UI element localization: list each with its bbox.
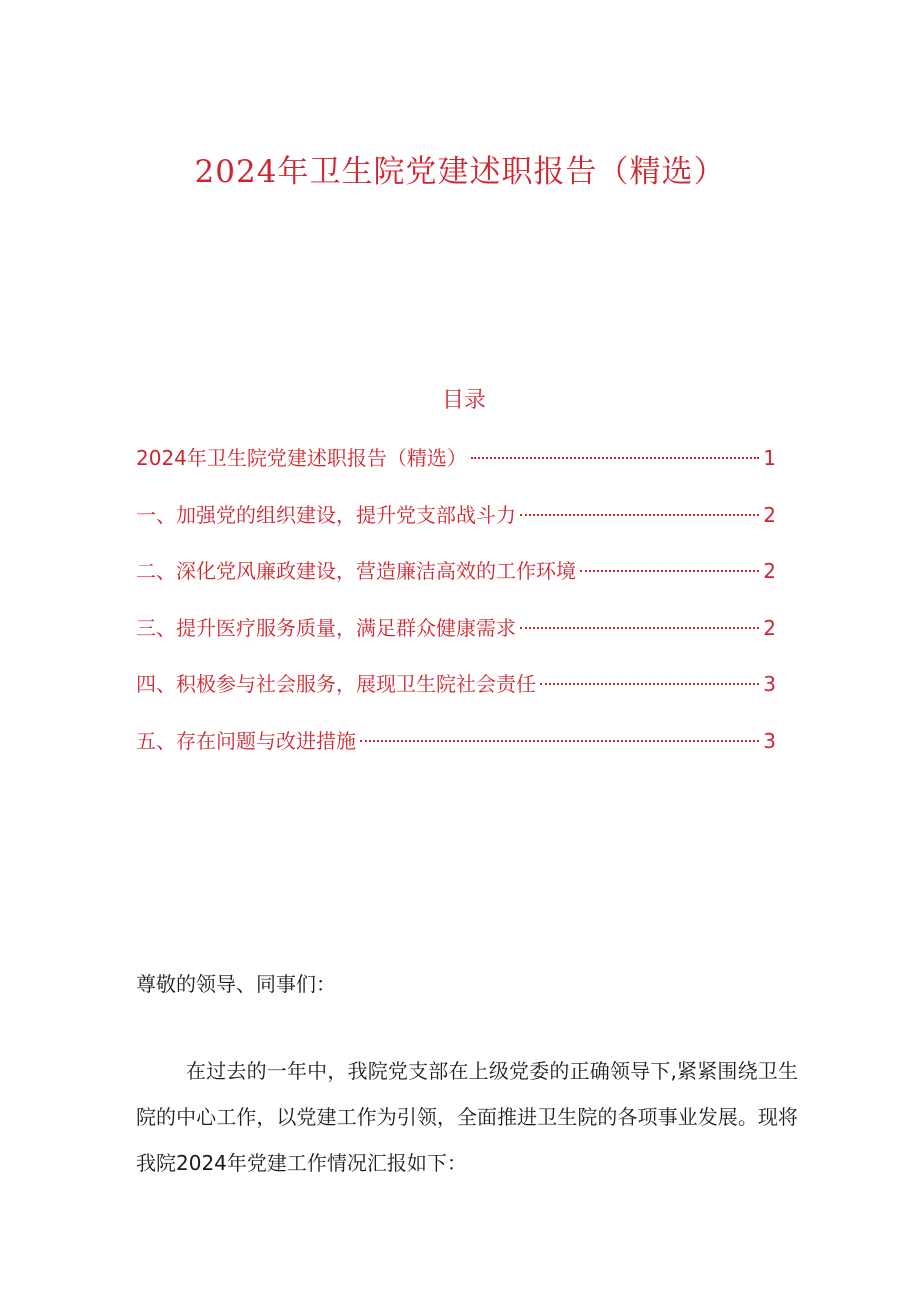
toc-entry-section-2[interactable] <box>136 553 776 610</box>
toc-dot-leader <box>360 740 759 742</box>
toc-page-number: 2 <box>763 615 776 640</box>
toc-entry-label: 三、提升医疗服务质量，满足群众健康需求 <box>136 615 516 640</box>
toc-entry-section-4[interactable] <box>136 666 776 723</box>
toc-dot-leader <box>580 570 759 572</box>
greeting-line: 尊敬的领导、同事们： <box>136 972 336 996</box>
toc-dot-leader <box>520 627 759 629</box>
toc-entry-section-5[interactable] <box>136 723 776 780</box>
toc-page-number: 2 <box>763 559 776 584</box>
toc-dot-leader <box>471 457 759 459</box>
body-paragraph: 在过去的一年中，我院党支部在上级党委的正确领导下,紧紧围绕卫生院的中心工作，以党建工作为引领，全面推进卫生院的各项事业发展。现将我院2024年党建工作情况汇报如下： <box>136 1059 798 1175</box>
toc-page-number: 3 <box>763 728 776 753</box>
toc-dot-leader <box>520 514 759 516</box>
toc-entry-label: 二、深化党风廉政建设，营造廉洁高效的工作环境 <box>136 559 576 584</box>
toc-heading: 目录 <box>441 388 486 413</box>
table-of-contents <box>136 440 776 780</box>
toc-entry-label: 2024年卫生院党建述职报告（精选） <box>136 446 467 470</box>
toc-entry-label: 四、积极参与社会服务，展现卫生院社会责任 <box>136 672 536 697</box>
toc-page-number: 1 <box>763 446 776 470</box>
toc-entry-label: 五、存在问题与改进措施 <box>136 728 356 753</box>
toc-page-number: 3 <box>763 672 776 697</box>
toc-page-number: 2 <box>763 502 776 527</box>
toc-entry-section-3[interactable] <box>136 610 776 667</box>
document-title: 2024年卫生院党建述职报告（精选） <box>194 154 726 190</box>
toc-entry-title[interactable] <box>136 440 776 497</box>
toc-entry-section-1[interactable] <box>136 497 776 554</box>
toc-dot-leader <box>540 683 759 685</box>
toc-entry-label: 一、加强党的组织建设，提升党支部战斗力 <box>136 502 516 527</box>
